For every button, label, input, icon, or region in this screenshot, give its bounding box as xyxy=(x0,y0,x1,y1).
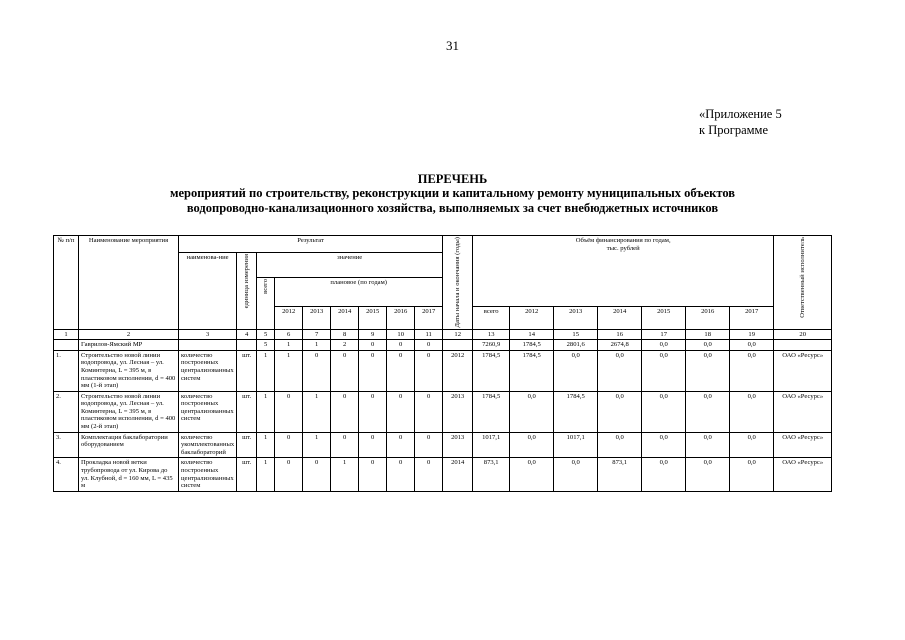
row-funding-year: 0,0 xyxy=(554,350,598,391)
col-num: 15 xyxy=(554,329,598,340)
appendix-line-2: к Программе xyxy=(699,123,769,137)
row-unit: шт. xyxy=(237,458,257,491)
row-year: 0 xyxy=(359,432,387,458)
header-funding-unit: тыс. рублей xyxy=(606,244,640,252)
row-total: 1 xyxy=(257,458,275,491)
document-title: ПЕРЕЧЕНЬ xyxy=(417,172,488,186)
row-funding-year: 1784,5 xyxy=(554,391,598,432)
row-funding-year: 0,0 xyxy=(642,391,686,432)
summary-cell xyxy=(774,340,832,351)
table-row xyxy=(54,391,832,432)
col-num: 9 xyxy=(359,329,387,340)
row-responsible: ОАО «Ресурс» xyxy=(774,458,832,491)
summary-cell xyxy=(54,340,79,351)
summary-year: 1 xyxy=(303,340,331,351)
row-indicator: количество построенных централизованных систем xyxy=(179,350,237,391)
row-year: 0 xyxy=(387,458,415,491)
summary-funding-year: 0,0 xyxy=(642,340,686,351)
row-funding-year: 0,0 xyxy=(510,432,554,458)
header-funding-text: Объём финансирования по годам, xyxy=(575,237,671,244)
row-indicator: количество укомплектованных баклабораторий xyxy=(179,432,237,458)
document-subtitle xyxy=(100,186,805,216)
col-num: 3 xyxy=(179,329,237,340)
row-year: 0 xyxy=(331,432,359,458)
header-year-2013: 2013 xyxy=(303,306,331,329)
header-fund-year-2016: 2016 xyxy=(686,306,730,329)
appendix-line-1: «Приложение 5 xyxy=(699,107,782,121)
header-result: Результат xyxy=(179,236,443,253)
row-year: 0 xyxy=(275,432,303,458)
row-year: 0 xyxy=(415,458,443,491)
row-dates: 2014 xyxy=(443,458,473,491)
table-row xyxy=(54,350,832,391)
row-funding-year: 0,0 xyxy=(730,432,774,458)
row-year: 0 xyxy=(331,391,359,432)
summary-funding-total: 7260,9 xyxy=(473,340,510,351)
header-fund-year-2017: 2017 xyxy=(730,306,774,329)
row-dates: 2013 xyxy=(443,432,473,458)
col-num: 11 xyxy=(415,329,443,340)
summary-year: 0 xyxy=(359,340,387,351)
col-num: 4 xyxy=(237,329,257,340)
col-num: 7 xyxy=(303,329,331,340)
col-num: 2 xyxy=(79,329,179,340)
row-num: 1. xyxy=(54,350,79,391)
row-name: Прокладка новой ветки трубопровода от ул. Кирова до ул. Клубной, d = 160 мм, L = 435 м xyxy=(79,458,179,491)
row-funding-total: 1784,5 xyxy=(473,350,510,391)
col-num: 6 xyxy=(275,329,303,340)
summary-funding-year: 0,0 xyxy=(686,340,730,351)
header-total-text: всего xyxy=(261,278,269,294)
summary-name: Гаврилов-Ямский МР xyxy=(79,340,179,351)
summary-row xyxy=(54,340,832,351)
col-num: 16 xyxy=(598,329,642,340)
header-name: Наименование мероприятия xyxy=(79,236,179,330)
row-funding-year: 0,0 xyxy=(686,350,730,391)
summary-year: 0 xyxy=(415,340,443,351)
row-responsible: ОАО «Ресурс» xyxy=(774,432,832,458)
header-unit xyxy=(237,253,257,330)
row-funding-year: 0,0 xyxy=(686,432,730,458)
col-num: 1 xyxy=(54,329,79,340)
col-num: 5 xyxy=(257,329,275,340)
row-unit: шт. xyxy=(237,350,257,391)
row-num: 2. xyxy=(54,391,79,432)
summary-year: 0 xyxy=(387,340,415,351)
col-num: 8 xyxy=(331,329,359,340)
appendix-label xyxy=(699,106,782,138)
row-indicator: количество построенных централизованных систем xyxy=(179,458,237,491)
header-funding xyxy=(473,236,774,307)
row-year: 1 xyxy=(331,458,359,491)
row-year: 1 xyxy=(303,391,331,432)
table-row xyxy=(54,432,832,458)
header-responsible-text: Ответственный исполнитель xyxy=(798,237,806,318)
row-year: 0 xyxy=(387,432,415,458)
row-funding-year: 0,0 xyxy=(730,350,774,391)
page-number: 31 xyxy=(446,38,459,53)
row-total: 1 xyxy=(257,350,275,391)
summary-funding-year: 2674,8 xyxy=(598,340,642,351)
col-num: 12 xyxy=(443,329,473,340)
row-total: 1 xyxy=(257,432,275,458)
col-num: 17 xyxy=(642,329,686,340)
header-fund-year-2014: 2014 xyxy=(598,306,642,329)
header-year-2015: 2015 xyxy=(359,306,387,329)
row-funding-year: 0,0 xyxy=(686,458,730,491)
header-responsible xyxy=(774,236,832,330)
header-indicator-name: наименова-ние xyxy=(179,253,237,330)
row-funding-year: 0,0 xyxy=(510,458,554,491)
row-year: 1 xyxy=(303,432,331,458)
col-num: 18 xyxy=(686,329,730,340)
row-funding-total: 873,1 xyxy=(473,458,510,491)
header-num: № п/п xyxy=(54,236,79,330)
summary-total: 5 xyxy=(257,340,275,351)
row-year: 0 xyxy=(415,391,443,432)
row-funding-year: 0,0 xyxy=(554,458,598,491)
column-numbers-row xyxy=(54,329,832,340)
row-num: 4. xyxy=(54,458,79,491)
col-num: 19 xyxy=(730,329,774,340)
summary-cell xyxy=(179,340,237,351)
header-year-2012: 2012 xyxy=(275,306,303,329)
row-funding-total: 1017,1 xyxy=(473,432,510,458)
header-dates xyxy=(443,236,473,330)
row-funding-year: 1784,5 xyxy=(510,350,554,391)
row-funding-year: 0,0 xyxy=(730,458,774,491)
header-total xyxy=(257,277,275,329)
row-total: 1 xyxy=(257,391,275,432)
row-num: 3. xyxy=(54,432,79,458)
header-planned: плановое (по годам) xyxy=(275,277,443,306)
summary-funding-year: 1784,5 xyxy=(510,340,554,351)
row-funding-year: 0,0 xyxy=(642,458,686,491)
table-row xyxy=(54,458,832,491)
row-funding-total: 1784,5 xyxy=(473,391,510,432)
header-unit-text: единица измерения xyxy=(242,254,250,309)
row-year: 0 xyxy=(303,350,331,391)
row-funding-year: 0,0 xyxy=(510,391,554,432)
header-value: значение xyxy=(257,253,443,278)
row-funding-year: 1017,1 xyxy=(554,432,598,458)
summary-year: 2 xyxy=(331,340,359,351)
row-dates: 2013 xyxy=(443,391,473,432)
header-funding-total: всего xyxy=(473,306,510,329)
subtitle-line-2: водопроводно-канализационного хозяйства, выполняемых за счет внебюджетных источников xyxy=(186,201,719,215)
row-year: 0 xyxy=(303,458,331,491)
row-funding-year: 0,0 xyxy=(598,391,642,432)
col-num: 14 xyxy=(510,329,554,340)
row-funding-year: 0,0 xyxy=(686,391,730,432)
row-funding-year: 873,1 xyxy=(598,458,642,491)
row-year: 0 xyxy=(387,350,415,391)
row-year: 0 xyxy=(415,432,443,458)
row-year: 0 xyxy=(415,350,443,391)
row-funding-year: 0,0 xyxy=(598,350,642,391)
row-unit: шт. xyxy=(237,391,257,432)
summary-year: 1 xyxy=(275,340,303,351)
row-year: 0 xyxy=(387,391,415,432)
row-funding-year: 0,0 xyxy=(598,432,642,458)
row-responsible: ОАО «Ресурс» xyxy=(774,350,832,391)
row-year: 0 xyxy=(275,458,303,491)
col-num: 13 xyxy=(473,329,510,340)
row-indicator: количество построенных централизованных систем xyxy=(179,391,237,432)
row-funding-year: 0,0 xyxy=(642,432,686,458)
summary-cell xyxy=(237,340,257,351)
header-year-2014: 2014 xyxy=(331,306,359,329)
row-funding-year: 0,0 xyxy=(642,350,686,391)
header-year-2017: 2017 xyxy=(415,306,443,329)
summary-funding-year: 2801,6 xyxy=(554,340,598,351)
row-name: Комплектация баклаборатории оборудованием xyxy=(79,432,179,458)
subtitle-line-1: мероприятий по строительству, реконструкции и капитальному ремонту муниципальных объектов xyxy=(169,186,736,200)
measures-table xyxy=(53,235,832,492)
summary-cell xyxy=(443,340,473,351)
row-year: 0 xyxy=(359,391,387,432)
row-responsible: ОАО «Ресурс» xyxy=(774,391,832,432)
col-num: 20 xyxy=(774,329,832,340)
header-fund-year-2012: 2012 xyxy=(510,306,554,329)
header-dates-text: Даты начала и окончания (годы) xyxy=(453,237,461,328)
summary-funding-year: 0,0 xyxy=(730,340,774,351)
row-dates: 2012 xyxy=(443,350,473,391)
row-year: 0 xyxy=(275,391,303,432)
row-year: 0 xyxy=(359,458,387,491)
row-name: Строительство новой линии водопровода, ул. Лесная – ул. Коминтерна, L = 395 м, в пластиковом исполнении, d = 400 мм (1-й этап) xyxy=(79,350,179,391)
col-num: 10 xyxy=(387,329,415,340)
row-name: Строительство новой линии водопровода, ул. Лесная – ул. Коминтерна, L = 395 м, в пластиковом исполнении, d = 400 мм (2-й этап) xyxy=(79,391,179,432)
header-fund-year-2013: 2013 xyxy=(554,306,598,329)
row-unit: шт. xyxy=(237,432,257,458)
row-year: 0 xyxy=(331,350,359,391)
header-fund-year-2015: 2015 xyxy=(642,306,686,329)
row-year: 0 xyxy=(359,350,387,391)
header-year-2016: 2016 xyxy=(387,306,415,329)
row-year: 1 xyxy=(275,350,303,391)
row-funding-year: 0,0 xyxy=(730,391,774,432)
